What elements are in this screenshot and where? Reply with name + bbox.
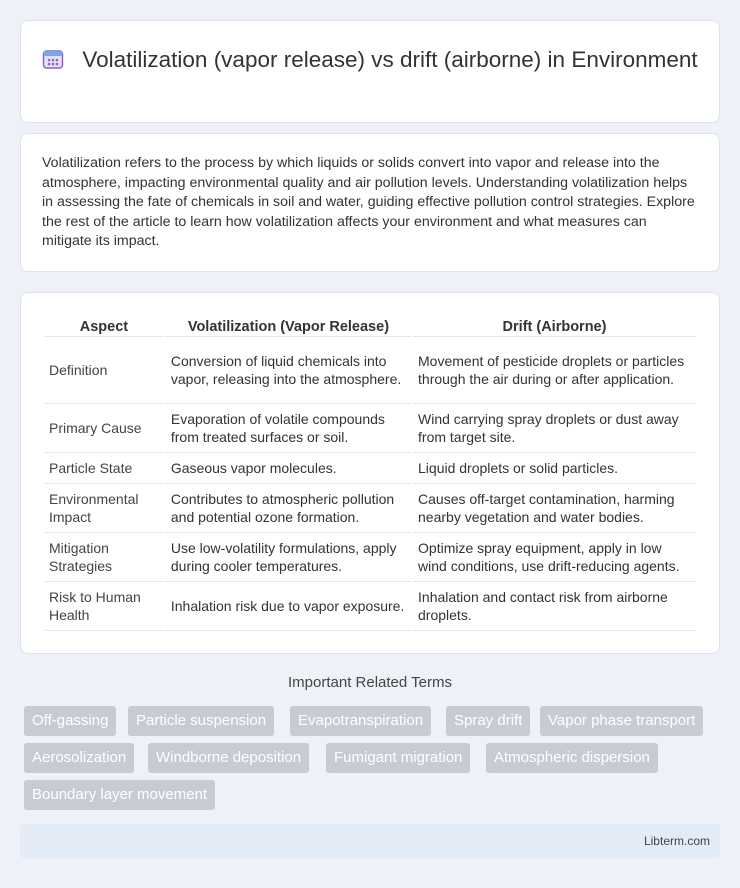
volatilization-cell: Use low-volatility formulations, apply during cooler temperatures.	[166, 533, 411, 582]
table-header-row	[44, 315, 696, 337]
page-title	[21, 45, 719, 74]
related-term-tag[interactable]: Boundary layer movement	[24, 780, 215, 810]
aspect-cell: Environmental Impact	[44, 484, 164, 533]
footer	[20, 824, 720, 858]
table-row	[44, 484, 696, 533]
drift-cell: Causes off-target contamination, harming nearby vegetation and water bodies.	[413, 484, 696, 533]
aspect-cell: Primary Cause	[44, 404, 164, 453]
aspect-cell: Definition	[44, 337, 164, 404]
comparison-card	[20, 292, 720, 654]
header-aspect: Aspect	[44, 315, 164, 337]
title-card	[20, 20, 720, 123]
related-term-tag[interactable]: Off-gassing	[24, 706, 116, 736]
volatilization-cell: Conversion of liquid chemicals into vapor, releasing into the atmosphere.	[166, 337, 411, 404]
related-term-tag[interactable]: Atmospheric dispersion	[486, 743, 658, 773]
volatilization-cell: Contributes to atmospheric pollution and potential ozone formation.	[166, 484, 411, 533]
aspect-cell: Risk to Human Health	[44, 582, 164, 631]
aspect-cell: Mitigation Strategies	[44, 533, 164, 582]
drift-cell: Optimize spray equipment, apply in low wind conditions, use drift-reducing agents.	[413, 533, 696, 582]
related-term-tag[interactable]: Fumigant migration	[326, 743, 470, 773]
related-term-tag[interactable]: Evapotranspiration	[290, 706, 431, 736]
volatilization-cell: Evaporation of volatile compounds from treated surfaces or soil.	[166, 404, 411, 453]
volatilization-cell: Inhalation risk due to vapor exposure.	[166, 582, 411, 631]
footer-site-link[interactable]: Libterm.com	[643, 834, 710, 848]
table-row	[44, 337, 696, 404]
related-term-tag[interactable]: Aerosolization	[24, 743, 134, 773]
table-row	[44, 582, 696, 631]
intro-card	[20, 133, 720, 272]
drift-cell: Wind carrying spray droplets or dust away from target site.	[413, 404, 696, 453]
header-drift: Drift (Airborne)	[413, 315, 696, 337]
related-term-tag[interactable]: Particle suspension	[128, 706, 274, 736]
table-row	[44, 533, 696, 582]
table-row	[44, 453, 696, 484]
title-text: Volatilization (vapor release) vs drift (airborne) in Environment	[82, 47, 698, 72]
header-volatilization: Volatilization (Vapor Release)	[166, 315, 411, 337]
comparison-table	[42, 315, 698, 631]
intro-paragraph: Volatilization refers to the process by which liquids or solids convert into vapor and release into the atmosphere, impacting environmental quality and air pollution levels. Understanding volatilization helps in assessing the fate of chemicals in soil and water, guiding effective pollution control strategies. Explore the rest of the article to learn how volatilization affects your environment and what measures can mitigate its impact.	[42, 155, 695, 250]
drift-cell: Movement of pesticide droplets or particles through the air during or after application.	[413, 337, 696, 404]
related-term-tag[interactable]: Spray drift	[446, 706, 530, 736]
aspect-cell: Particle State	[44, 453, 164, 484]
related-term-tag[interactable]: Windborne deposition	[148, 743, 309, 773]
drift-cell: Inhalation and contact risk from airborne droplets.	[413, 582, 696, 631]
volatilization-cell: Gaseous vapor molecules.	[166, 453, 411, 484]
calendar-icon	[42, 48, 64, 70]
drift-cell: Liquid droplets or solid particles.	[413, 453, 696, 484]
table-row	[44, 404, 696, 453]
related-terms-heading: Important Related Terms	[288, 674, 452, 691]
related-term-tag[interactable]: Vapor phase transport	[540, 706, 703, 736]
